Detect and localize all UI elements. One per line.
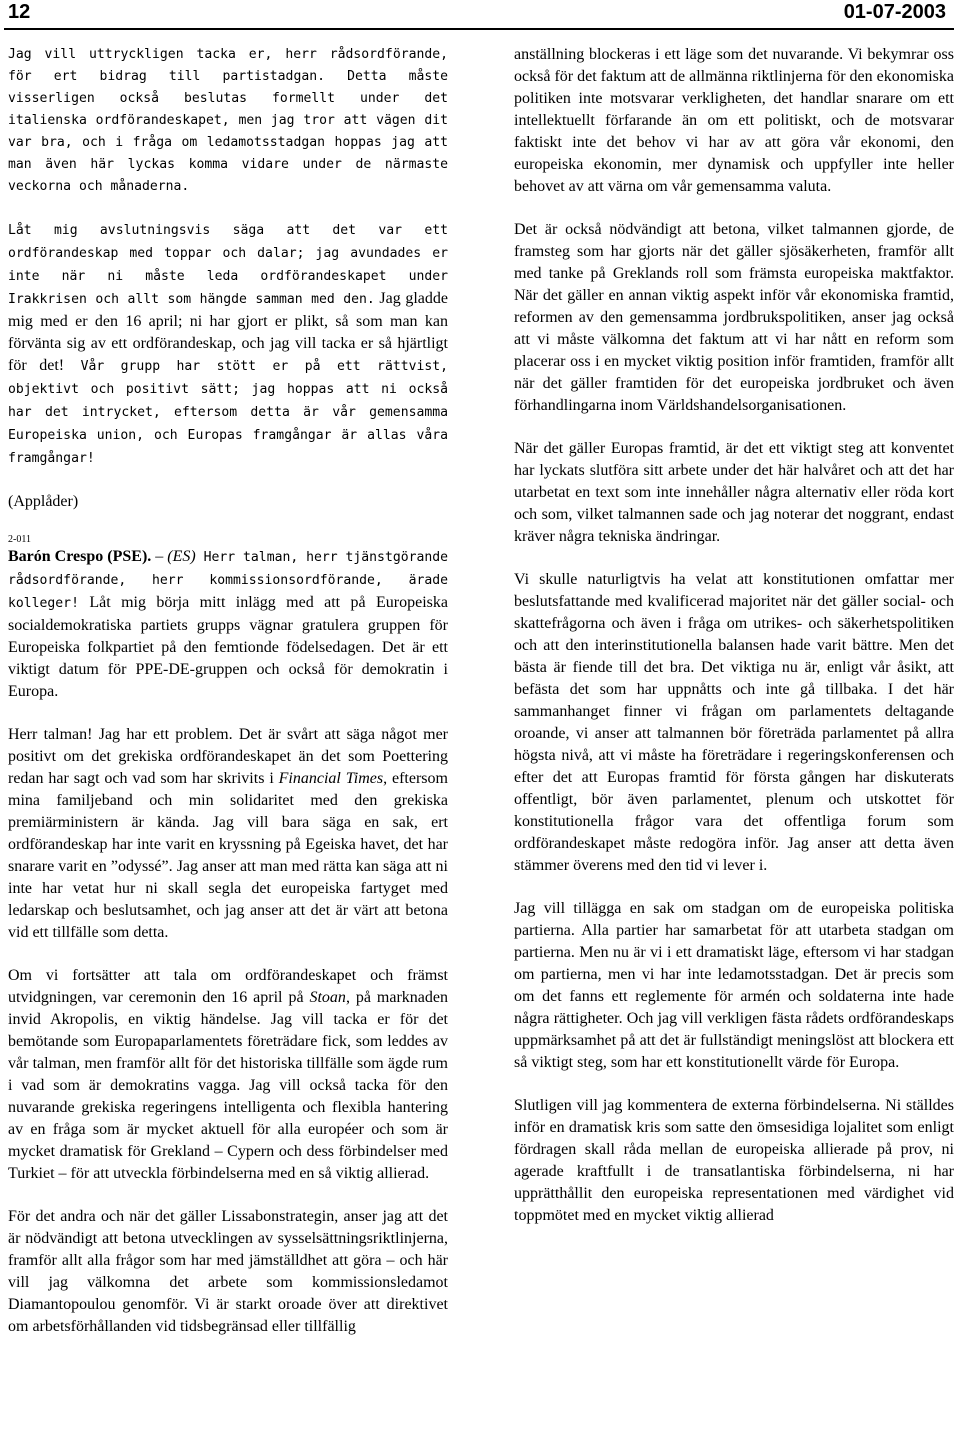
place-name: Stoan — [309, 989, 346, 1006]
paragraph: För det andra och när det gäller Lissabonstrategin, anser jag att det är nödvändigt att betona utvecklingen av sysselsättningsriktlinjerna, framför allt alla frågor som har med jämställdhet att göra – och här vill jag välkomna det arbete som kommissionsledamot Diamantopoulou genomför. Vi är starkt oroade över att direktivet om arbetsförhållanden vid tidsbegränsad eller tillfällig — [8, 1208, 448, 1335]
text-segment: Herr talman! Jag har ett problem. Det är svårt att säga något mer positivt om det grekiska ordförandeskapet än det som Poettering redan har sagt och vad som har skrivits i — [8, 726, 448, 787]
text-segment: Låt mig börja mitt inlägg med att på Europeiska socialdemokratiska partiets grupps vägnar gratulera gruppen för Europeiska folkpartiet på den femtionde födelsedagen. Det är ett viktigt datum för PPE-DE-gruppen och också för demokratin i Europa. — [8, 594, 448, 700]
paragraph: Slutligen vill jag kommentera de externa förbindelserna. Ni ställdes inför en dramatisk kris som satte den ömsesidiga lojalitet som enligt fördragen skall råda mellan de europeiska allierade på prov, ni agerade kraftfullt i de transatlantiska förbindelserna, ni har upprätthållit den europeiska representationen med värdighet vid toppmötet med en mycket viktig allierad — [514, 1097, 954, 1224]
page-number: 12 — [8, 1, 31, 23]
paragraph: anställning blockeras i ett läge som det nuvarande. Vi bekymrar oss också för det faktum att de allmänna riktlinjerna för den ekonomiska politiken inte motsvarar verkligheten, det handlar snarare om ett intellektuellt förfarande än om ett politiskt, och de motsvarar faktiskt inte det behov vi har av att göra vår ekonomi, den europeiska ekonomin, mer dynamisk och uppfyller inte heller behovet av att värna om vår gemensamma valuta. — [514, 46, 954, 195]
text-segment: – — [151, 548, 168, 565]
speech-code: 2-011 — [8, 534, 31, 545]
paragraph — [8, 219, 448, 470]
right-column — [514, 44, 954, 1440]
paragraph — [8, 965, 448, 1185]
speaker-name: Barón Crespo (PSE). — [8, 548, 152, 565]
paragraph: Det är också nödvändigt att betona, vilket talmannen gjorde, de framsteg som har gjorts när det gäller sjösäkerheten, framför allt med tanke på Greklands roll som främsta europeiska maktfaktor. När det gäller en annan viktig aspekt inför vår ekonomiska framtid, reformen av den gemensamma jordbrukspolitiken, anser jag också att vi måste välkomna det faktum att vi har nått en reform som placerar oss i en mycket viktig position inför framtiden, framför allt när det gäller framtiden för det europeiska jordbruket och även förhandlingarna inom Världshandelsorganisationen. — [514, 221, 954, 414]
paragraph — [8, 724, 448, 944]
paragraph: Jag vill tillägga en sak om stadgan om de europeiska politiska partierna. Alla partier har samarbetat för att utarbeta stadgan om partierna. Men nu är vi i ett dramatiskt läge, eftersom vi har stadgan om partierna, men vi har inte ledamotsstadgan. Det är precis som om det fanns ett reglemente för armén och soldaterna inte hade några rättigheter. Och jag vill verkligen fästa rådets ordförandeskaps uppmärksamhet på att det är fullständigt meningslöst att blockera ett så viktigt steg, som har ett konstitutionellt värde för Europa. — [514, 900, 954, 1071]
paragraph: När det gäller Europas framtid, är det ett viktigt steg att konventet har lyckats slutföra sitt arbete under det här halvåret och att det har utarbetat en text som inte innehåller några alternativ eller röda kort och som, vilket talmannen sade och jag noterar det noggrant, endast kräver några tekniska ändringar. — [514, 440, 954, 545]
paragraph: Jag vill uttryckligen tacka er, herr rådsordförande, för ert bidrag till partistadgan. Detta måste visserligen också beslutas formellt under det italienska ordförandeskapet, men jag tror att vägen dit var bra, och i fråga om ledamotsstadgan hoppas jag att man även här lyckas komma vidare under de närmaste veckorna och månaderna. — [8, 47, 448, 194]
document-date: 01-07-2003 — [843, 1, 946, 23]
page-header — [4, 0, 954, 32]
text-segment: , eftersom mina familjeband och min solidaritet med den grekiska premiärministern är kända. Jag vill bara säga en sak, ert ordförandeskap har inte varit en kryssning på Egeiska havet, det har snarare varit en ”odyssé”. Jag anser att man med rätta kan säga att ni inte har vetat hur ni skall segla det europeiska fartyget med ledarskap och beslutsamhet, och jag anser att det är värt att betona vid ett tillfälle som detta. — [8, 770, 448, 941]
left-column — [8, 44, 448, 1440]
text-segment: Om vi fortsätter att tala om ordförandeskapet och främst utvidgningen, var ceremonin den 16 april på — [8, 967, 448, 1006]
language-tag: (ES) — [167, 548, 196, 565]
text-segment: Låt mig avslutningsvis säga att det var ett ordförandeskap med toppar och dalar; jag avundades er inte när ni måste leda ordförandeskapet under Irakkrisen och allt som hängde samman med den. — [8, 223, 448, 307]
header-rule — [4, 28, 954, 30]
paragraph: Vi skulle naturligtvis ha velat att konstitutionen omfattar mer beslutsfattande med kvalificerad majoritet när det gäller social- och skattefrågorna och även i fråga om utrikes- och säkerhetspolitiken och att den interinstitutionella balansen hade varit bättre. Men det bästa är fiende till det bra. Det viktiga nu är, enligt vår åsikt, att befästa det som har uppnåtts och inte gå tillbaka. I det här sammanhanget finner vi frågan om parlamentets deltagande oroande, vi anser att talmannen bör företräda parlamentet på allra högsta nivå, att vi måste ha företrädare i regeringskonferensen och efter det att Europas framtid för första gången har diskuterats offentligt, bör även parlamentet, plenum och utskottet för konstitutionella frågor vara det offentliga forum som ordförandeskapet måste redogöra inför. Jag anser att detta även stämmer överens med den tid vi lever i. — [514, 571, 954, 874]
paragraph — [8, 546, 448, 703]
text-segment: Herr talman, herr tjänstgörande rådsordförande, herr kommissionsordförande, ärade kolleger! — [8, 550, 448, 611]
text-segment: , på marknaden invid Akropolis, en viktig händelse. Jag vill tacka er för det bemötande som Europaparlamentets företrädare fick, som leddes av vår talman, men framför allt för det historiska tillfälle som ägde rum i vad som är demokratins vagga. Jag vill också tacka för den nuvarande grekiska regeringens intelligenta och flexibla hantering av en fråga som är mycket aktuell för alla européer och som är mycket dramatisk för Grekland – Cypern och dess förbindelser med Turkiet – för att utveckla förbindelserna med en så viktig allierad. — [8, 989, 448, 1182]
text-segment: Jag gladde mig med er den 16 april; ni har gjort er plikt, så som man kan förvänta sig av ett ordförandeskap, och jag vill tacka er så hjärtligt för det! — [8, 290, 448, 374]
text-segment: Vår grupp har stött er på ett rättvist, objektivt och positivt sätt; jag hoppas att ni också har det intrycket, eftersom detta är vår gemensamma Europeiska union, och Europas framgångar är allas våra framgångar! — [8, 359, 448, 466]
stage-direction: (Applåder) — [8, 493, 79, 510]
publication-name: Financial Times — [278, 770, 384, 787]
